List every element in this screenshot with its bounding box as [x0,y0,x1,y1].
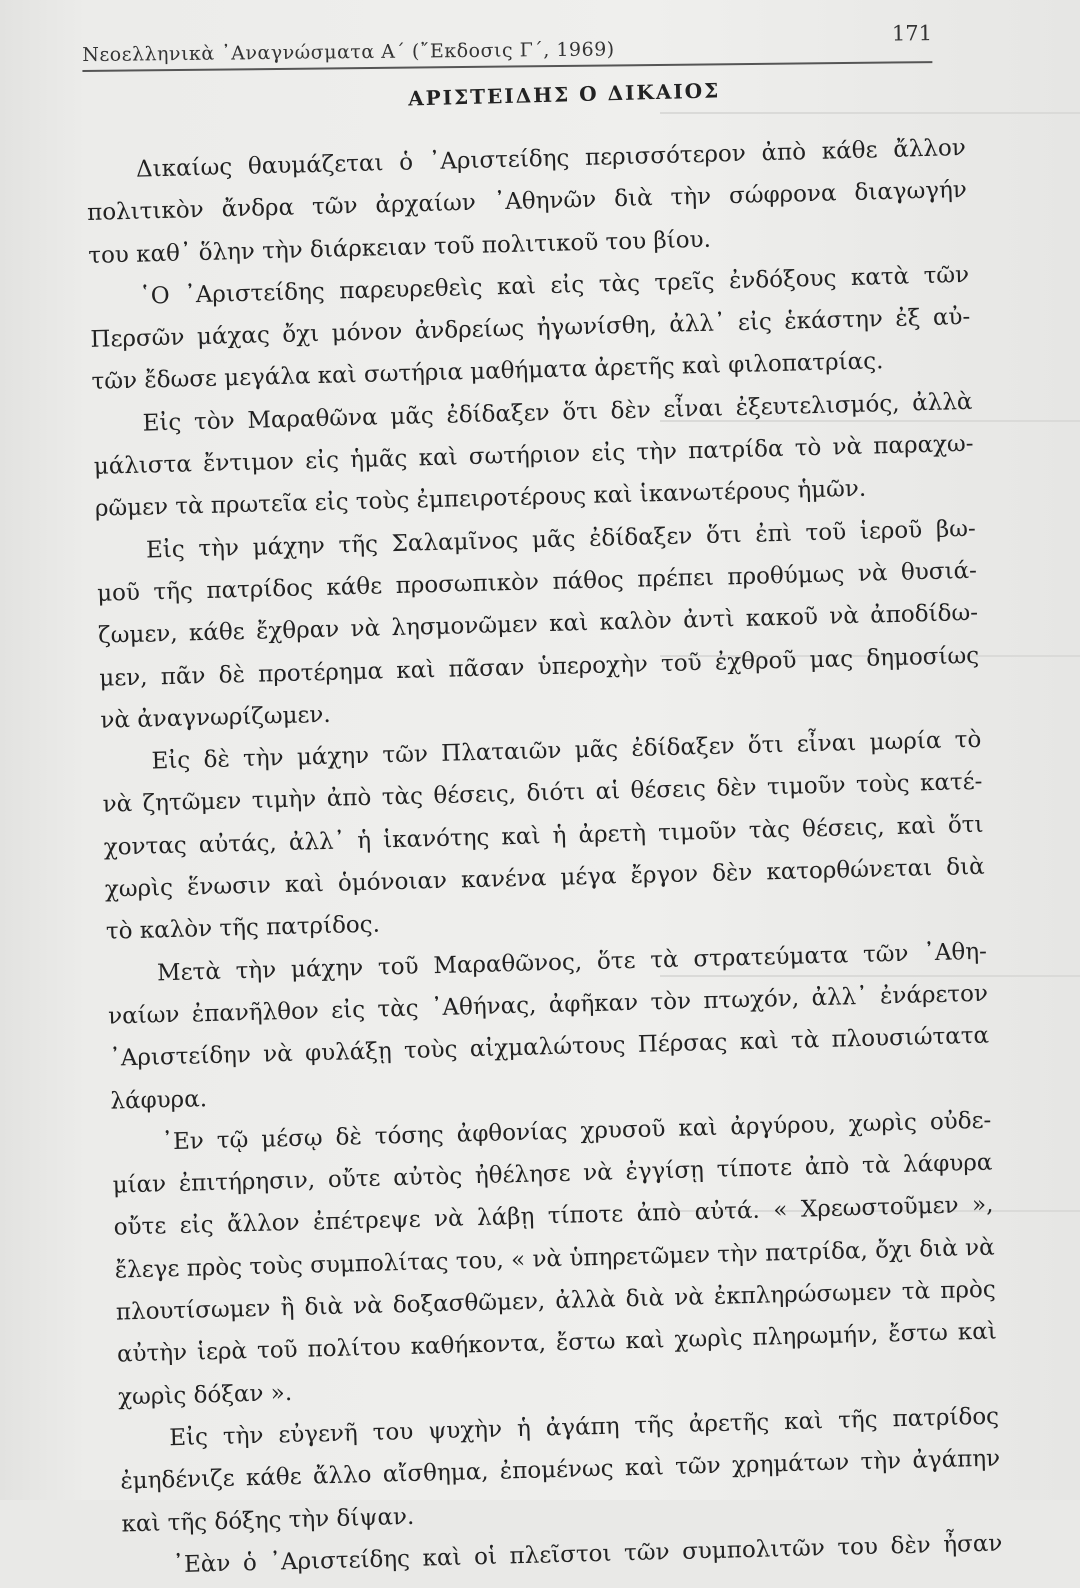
running-title: Νεοελληνικὰ ᾿Αναγνώσματα Α΄ (῎Εκδοσις Γ΄, 1969) [82,38,615,66]
text-line: μάλιστα ἔντιμον εἰς ἡμᾶς καὶ σωτήριον εἰς τὴν πατρίδα τὸ νὰ παραχω- [93,430,974,480]
text-line: χοντας αὐτάς, ἀλλ᾿ ἡ ἱκανότης καὶ ἡ ἀρετὴ τιμοῦν τὰς θέσεις, καὶ ὅτι [103,811,984,861]
text-line: του καθ᾿ ὅλην τὴν διάρκειαν τοῦ πολιτικοῦ του βίου. [87,226,712,269]
text-line: ἔλεγε πρὸς τοὺς συμπολίτας του, « νὰ ὑπηρετῶμεν τὴν πατρίδα, ὄχι διὰ νὰ [114,1234,995,1284]
text-line: καὶ τῆς δόξης τὴν δίψαν. [121,1503,415,1538]
text-line: ρῶμεν τὰ πρωτεῖα εἰς τοὺς ἐμπειροτέρους καὶ ἱκανωτέρους ἡμῶν. [94,476,867,523]
text-line: πλουτίσωμεν ἢ διὰ νὰ δοξασθῶμεν, ἀλλὰ διὰ νὰ ἐκπληρώσωμεν τὰ πρὸς [115,1276,997,1326]
page-header [82,21,932,74]
text-line: Δικαίως θαυμάζεται ὁ ᾿Αριστείδης περισσότερον ἀπὸ κάθε ἄλλον [135,134,967,183]
text-line: χωρὶς ἕνωσιν καὶ ὁμόνοιαν κανένα μέγα ἔργον δὲν κατορθώνεται διὰ [104,853,985,903]
text-line: οὔτε εἰς ἄλλον ἐπέτρεψε νὰ λάβῃ τίποτε ἀπὸ αὐτά. « Χρεωστοῦμεν », [113,1192,994,1242]
text-line: νὰ ζητῶμεν τιμὴν ἀπὸ τὰς θέσεις, διότι αἱ θέσεις δὲν τιμοῦν τοὺς κατέ- [102,769,983,819]
text-line: Περσῶν μάχας ὄχι μόνον ἀνδρείως ἠγωνίσθη, ἀλλ᾿ εἰς ἑκάστην ἐξ αὐ- [90,304,971,354]
page-number: 171 [891,21,933,46]
text-line: τὸ καλὸν τῆς πατρίδος. [105,911,381,946]
text-line: χωρὶς δόξαν ». [117,1379,293,1411]
text-line: Μετὰ τὴν μάχην τοῦ Μαραθῶνος, ὅτε τὰ στρατεύματα τῶν ᾿Αθη- [156,938,988,987]
text-line: μίαν ἐπιτήρησιν, οὔτε αὐτὸς ἠθέλησε νὰ ἐγγίσῃ τίποτε ἀπὸ τὰ λάφυρα [112,1149,993,1199]
text-line: πολιτικὸν ἄνδρα τῶν ἀρχαίων ᾿Αθηνῶν διὰ τὴν σώφρονα διαγωγήν [86,177,968,227]
text-line: Εἰς τὴν εὐγενῆ του ψυχὴν ἡ ἀγάπη τῆς ἀρετῆς καὶ τῆς πατρίδος [168,1403,1000,1452]
text-line: Εἰς δὲ τὴν μάχην τῶν Πλαταιῶν μᾶς ἐδίδαξεν ὅτι εἶναι μωρία τὸ [151,726,982,775]
text-line: λάφυρα. [110,1085,208,1115]
text-line: τῶν ἔδωσε μεγάλα καὶ σωτήρια μαθήματα ἀρετῆς καὶ φιλοπατρίας. [91,348,884,396]
text-line: ῾Ο ᾿Αριστείδης παρευρεθεὶς καὶ εἰς τὰς τρεῖς ἐνδόξους κατὰ τῶν [139,261,970,310]
text-line: μεν, πᾶν δὲ προτέρημα καὶ πᾶσαν ὑπεροχὴν τοῦ ἐχθροῦ μας δημοσίως [99,642,980,692]
text-line: ᾿Εὰν ὁ ᾿Αριστείδης καὶ οἱ πλεῖστοι τῶν συμπολιτῶν του δὲν ἦσαν [172,1530,1003,1578]
text-line: Εἰς τὴν μάχην τῆς Σαλαμῖνος μᾶς ἐδίδαξεν ὅτι ἐπὶ τοῦ ἱεροῦ βω- [145,515,977,564]
text-line: νὰ ἀναγνωρίζωμεν. [100,701,332,734]
text-line: ἐμηδένιζε κάθε ἄλλο αἴσθημα, ἐπομένως καὶ τῶν χρημάτων τὴν ἀγάπην [120,1445,1001,1495]
article-title: ΑΡΙΣΤΕΙΔΗΣ Ο ΔΙΚΑΙΟΣ [407,78,721,111]
text-line: μοῦ τῆς πατρίδος κάθε προσωπικὸν πάθος πρέπει προθύμως νὰ θυσιά- [96,557,978,607]
text-line: ζωμεν, κάθε ἔχθραν νὰ λησμονῶμεν καὶ καλὸν ἀντὶ κακοῦ νὰ ἀποδίδω- [97,600,979,650]
article-body [84,69,1003,1588]
text-line: ναίων ἐπανῆλθον εἰς τὰς ᾿Αθήνας, ἀφῆκαν τὸν πτωχόν, ἀλλ᾿ ἐνάρετον [107,980,989,1030]
text-line: Εἰς τὸν Μαραθῶνα μᾶς ἐδίδαξεν ὅτι δὲν εἶναι ἐξευτελισμός, ἀλλὰ [142,388,973,437]
text-line: ᾿Εν τῷ μέσῳ δὲ τόσης ἀφθονίας χρυσοῦ καὶ ἀργύρου, χωρὶς οὐδε- [161,1107,992,1156]
text-line: ᾿Αριστείδην νὰ φυλάξῃ τοὺς αἰχμαλώτους Πέρσας καὶ τὰ πλουσιώτατα [108,1022,990,1072]
text-line: αὐτὴν ἱερὰ τοῦ πολίτου καθήκοντα, ἔστω καὶ χωρὶς πληρωμήν, ἔστω καὶ [116,1318,998,1368]
